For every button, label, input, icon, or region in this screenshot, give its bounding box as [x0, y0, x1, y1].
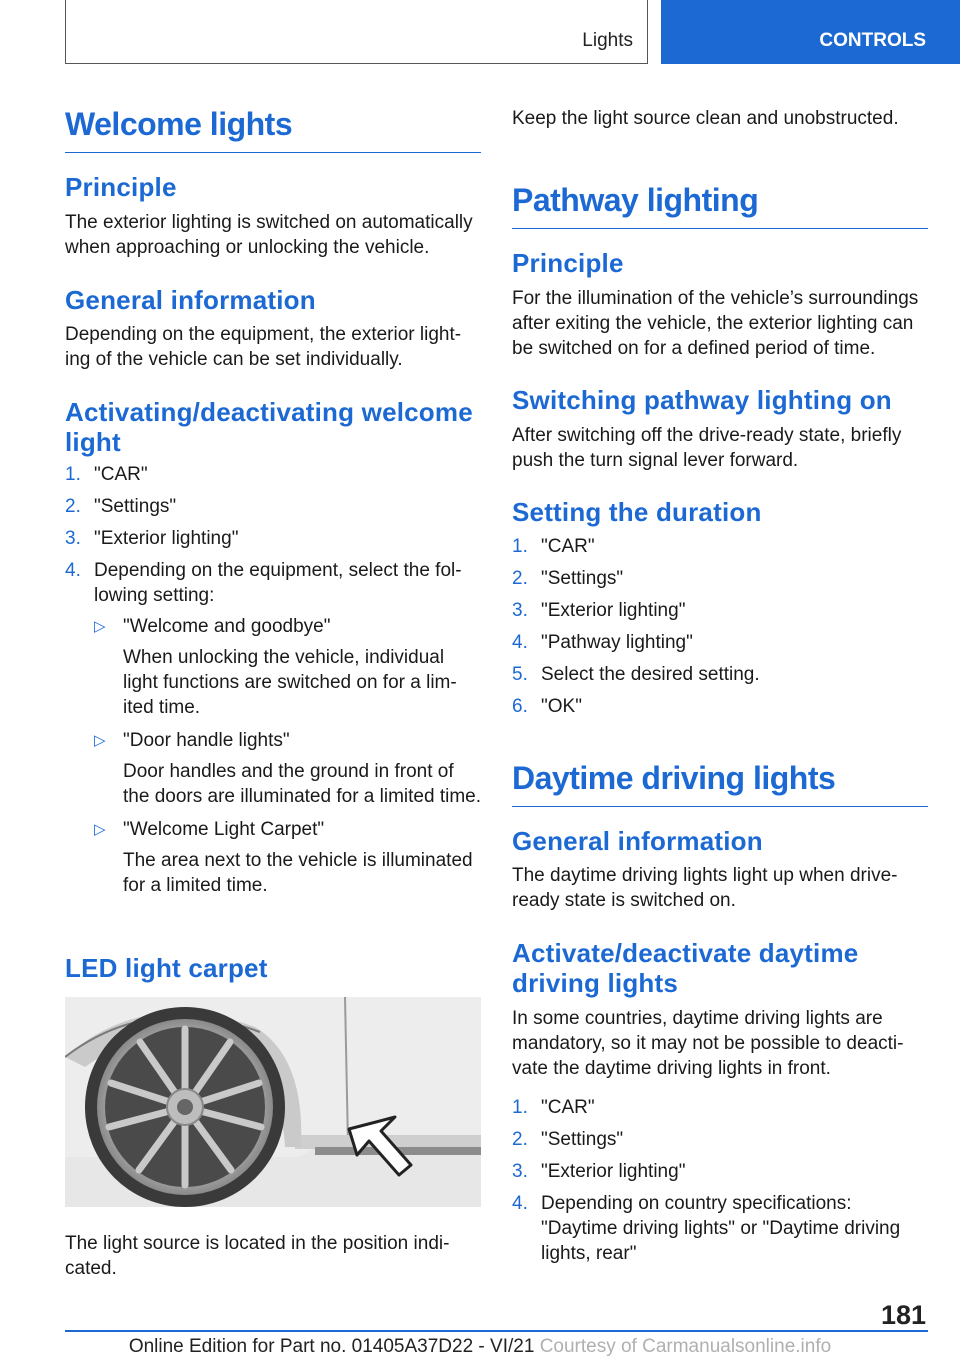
- text-principle-pathway: For the illumination of the vehicle’s surroundings after exiting the vehicle, the exterior lighting can be switched on for a defined period of time.: [512, 288, 919, 359]
- header-section-title: Lights: [582, 30, 633, 51]
- heading-daytime-driving-lights: Daytime driving lights: [512, 760, 928, 807]
- list-item: 1. "CAR": [512, 536, 595, 557]
- header-section-box: [65, 0, 648, 64]
- text-principle: The exterior lighting is switched on automatically when approaching or unlocking the vehicle.: [65, 212, 473, 258]
- footer-divider: [65, 1330, 928, 1332]
- heading-switching-pathway: Switching pathway lighting on: [512, 385, 892, 415]
- list-item: 3. "Exterior lighting": [512, 1161, 686, 1182]
- heading-led-light-carpet: LED light carpet: [65, 953, 268, 983]
- duration-steps-list: [512, 534, 928, 726]
- header-chapter-title: CONTROLS: [819, 30, 926, 51]
- list-item: 4. "Pathway lighting": [512, 632, 693, 653]
- page-number: 181: [880, 1300, 926, 1330]
- text-general-information: Depending on the equipment, the exterior light-ing of the vehicle can be set individually.: [65, 324, 462, 370]
- heading-principle-pathway: Principle: [512, 248, 624, 278]
- heading-principle: Principle: [65, 172, 177, 202]
- watermark-text: Courtesy of Carmanualsonline.info: [539, 1336, 832, 1357]
- list-item: 1. "CAR": [65, 464, 148, 485]
- option-item: ▷ "Welcome Light Carpet" The area next to the vehicle is illuminated for a limited time.: [94, 819, 473, 896]
- heading-setting-duration: Setting the duration: [512, 497, 762, 527]
- list-item: 4. Depending on the equipment, select the fol-lowing setting: ▷ "Welcome and goodbye" When unlocking the vehicle, individual light functions are switched on for a lim-ited time. ▷ "Door handle lights" Door handles and the ground in front of the doors are illuminated for a limited time. ▷ "Welcome Light Carpet" The area next to the vehicle is illuminated for a limited time.: [65, 560, 481, 896]
- welcome-steps-list: [65, 462, 481, 906]
- triangle-bullet-icon: ▷: [94, 732, 106, 749]
- list-item: 3. "Exterior lighting": [65, 528, 239, 549]
- heading-pathway-lighting: Pathway lighting: [512, 182, 928, 229]
- list-item: 5. Select the desired setting.: [512, 664, 760, 685]
- text-switching-pathway: After switching off the drive-ready state, briefly push the turn signal lever forward.: [512, 425, 902, 471]
- list-item: 1. "CAR": [512, 1097, 595, 1118]
- heading-welcome-lights: Welcome lights: [65, 106, 481, 153]
- heading-general-information: General information: [65, 285, 316, 315]
- header-chapter-tab: [661, 0, 960, 64]
- list-item: 4. Depending on country specifications: "Daytime driving lights" or "Daytime driving lights, rear": [512, 1193, 901, 1264]
- triangle-bullet-icon: ▷: [94, 618, 106, 635]
- edition-text: Online Edition for Part no. 01405A37D22 - VI/21: [128, 1336, 535, 1357]
- welcome-options-list: [94, 614, 481, 898]
- option-item: ▷ "Door handle lights" Door handles and the ground in front of the doors are illuminated for a limited time.: [94, 730, 481, 807]
- heading-general-information-daytime: General information: [512, 826, 763, 856]
- heading-activating-welcome-light: Activating/deactivating welcome light: [65, 397, 473, 457]
- triangle-bullet-icon: ▷: [94, 821, 106, 838]
- option-item: ▷ "Welcome and goodbye" When unlocking the vehicle, individual light functions are switched on for a lim-ited time.: [94, 616, 457, 718]
- text-general-daytime: The daytime driving lights light up when drive-ready state is switched on.: [512, 865, 898, 911]
- list-item: 2. "Settings": [65, 496, 177, 517]
- list-item: 3. "Exterior lighting": [512, 600, 686, 621]
- figure-caption: The light source is located in the position indi-cated.: [65, 1233, 450, 1279]
- list-item: 6. "OK": [512, 696, 582, 717]
- list-item: 2. "Settings": [512, 1129, 624, 1150]
- text-activate-daytime: In some countries, daytime driving lights are mandatory, so it may not be possible to deacti-vate the daytime driving lights in front.: [512, 1008, 904, 1079]
- text-keep-clean: Keep the light source clean and unobstructed.: [512, 108, 899, 129]
- daytime-steps-list: [512, 1095, 928, 1273]
- led-light-carpet-image: [65, 997, 481, 1207]
- footer-edition: [0, 1336, 960, 1358]
- list-item: 2. "Settings": [512, 568, 624, 589]
- heading-activate-daytime: Activate/deactivate daytime driving lights: [512, 938, 859, 998]
